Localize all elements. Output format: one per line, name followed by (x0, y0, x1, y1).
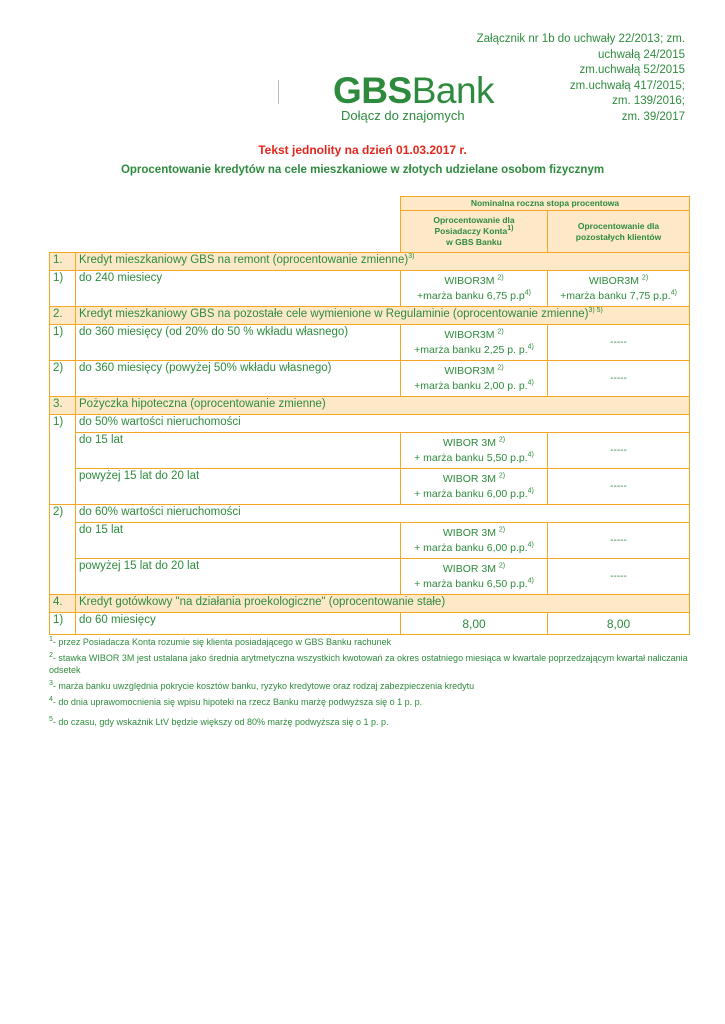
footnote-ref: 4) (527, 379, 534, 386)
table-row (50, 469, 690, 505)
rate-base: WIBOR 3M (442, 436, 496, 449)
header-text: Oprocentowanie dla (433, 215, 515, 225)
footnote-ref: 4) (527, 343, 534, 350)
header-spacer (50, 211, 401, 253)
section-title (76, 397, 690, 415)
rate-account-holders (401, 361, 548, 397)
header-account-holders (401, 211, 548, 253)
row-number-empty (50, 469, 76, 505)
footnote (49, 652, 689, 676)
footnote-ref: 3) (408, 253, 415, 261)
footnote-marker: 5 (49, 716, 53, 723)
row-number: 1) (50, 325, 76, 361)
footnote-ref: 3) 5) (588, 307, 603, 315)
header-text: Oprocentowanie dla (577, 220, 660, 231)
rate-account-holders (401, 559, 548, 595)
header-other-clients (548, 211, 690, 253)
group-label: do 60% wartości nieruchomości (76, 505, 690, 523)
rate-account-holders (401, 271, 548, 307)
section-number: 3. (50, 397, 76, 415)
rate-account-holders (401, 523, 548, 559)
footnote-ref: 4) (527, 487, 534, 494)
footnote-ref: 2) (497, 328, 504, 335)
section-label: Kredyt mieszkaniowy GBS na pozostałe cele wymienione w Regulaminie (oprocentowanie zmienne) (79, 308, 589, 320)
footnotes (49, 636, 689, 732)
footnote-ref: 2) (498, 562, 506, 569)
footnote (49, 680, 689, 692)
rate-other-clients: ----- (548, 325, 690, 361)
table-row (50, 595, 690, 613)
row-label: powyżej 15 lat do 20 lat (76, 469, 401, 505)
table-row (50, 613, 690, 635)
footnote-ref: 4) (670, 289, 677, 296)
section-title (76, 253, 690, 271)
footnote (49, 716, 689, 728)
footnote-ref: 2) (497, 364, 504, 371)
rate-account-holders (401, 325, 548, 361)
header-text: w GBS Banku (446, 237, 502, 247)
footnote-text: - marża banku uwzględnia pokrycie kosztów banku, ryzyko kredytowe oraz rodzaj zabezpieczenia kredytu (52, 681, 475, 691)
footnote-ref: 2) (497, 274, 504, 281)
table-row (50, 307, 690, 325)
section-title (76, 595, 690, 613)
annex-line: uchwałą 24/2015 (598, 48, 685, 61)
row-number: 1) (50, 271, 76, 307)
rate-margin: +marża banku 2,00 p. p. (414, 379, 528, 392)
rate-base: WIBOR 3M (442, 526, 496, 539)
rate-margin: + marża banku 6,00 p.p. (414, 487, 528, 500)
footnote-text: - do czasu, gdy wskaźnik LtV będzie większy od 80% marżę podwyższa się o 1 p. p. (52, 717, 389, 727)
rate-account-holders: 8,00 (401, 613, 548, 635)
rate-base: WIBOR 3M (442, 562, 496, 575)
row-number: 1) (50, 613, 76, 635)
rate-base: WIBOR3M (444, 328, 495, 341)
header-spacer (50, 197, 401, 211)
table-row (50, 325, 690, 361)
row-label: do 15 lat (76, 433, 401, 469)
table-row (50, 415, 690, 433)
table-row (50, 559, 690, 595)
table-row (50, 253, 690, 271)
footnote-ref: 4) (527, 451, 534, 458)
section-label: Pożyczka hipoteczna (oprocentowanie zmienne) (79, 398, 326, 410)
section-number: 4. (50, 595, 76, 613)
rate-other-clients: 8,00 (548, 613, 690, 635)
row-label: powyżej 15 lat do 20 lat (76, 559, 401, 595)
table-row (50, 271, 690, 307)
annex-line: zm. 139/2016; (612, 95, 685, 107)
footnote-marker: 2 (49, 652, 53, 659)
rate-other-clients (548, 271, 690, 307)
row-number-empty (50, 523, 76, 559)
rate-base: WIBOR3M (588, 274, 639, 287)
rate-other-clients: ----- (548, 523, 690, 559)
footnote-marker: 3 (49, 680, 53, 687)
section-label: Kredyt mieszkaniowy GBS na remont (oprocentowanie zmienne) (79, 254, 409, 266)
table-row (50, 433, 690, 469)
header-text: pozostałych klientów (575, 231, 662, 242)
row-label: do 15 lat (76, 523, 401, 559)
footnote-text: - do dnia uprawomocnienia się wpisu hipoteki na rzecz Banku marżę podwyższa się o 1 p. p. (52, 697, 423, 707)
footnote (49, 636, 689, 648)
row-label: do 240 miesiecy (76, 271, 401, 307)
table-row (50, 361, 690, 397)
footnote-ref: 2) (498, 436, 506, 443)
header-text: Posiadaczy Konta (434, 226, 508, 236)
group-label: do 50% wartości nieruchomości (76, 415, 690, 433)
row-label: do 360 miesięcy (od 20% do 50 % wkładu własnego) (76, 325, 401, 361)
logo-divider (278, 80, 279, 104)
row-label: do 60 miesięcy (76, 613, 401, 635)
logo-gbs: GBS (333, 70, 412, 111)
annex-line: Załącznik nr 1b do uchwały 22/2013; zm. (476, 33, 685, 45)
footnote (49, 696, 689, 708)
table-row (50, 397, 690, 415)
rate-margin: +marża banku 6,75 p.p (417, 289, 525, 302)
row-number: 2) (50, 505, 76, 523)
footnote-ref: 4) (527, 577, 534, 584)
rate-margin: + marża banku 5,50 p.p. (414, 451, 528, 464)
rate-base: WIBOR3M (444, 274, 495, 287)
footnote-text: - stawka WIBOR 3M jest ustalana jako średnia arytmetyczna wszystkich kwotowań za okres ostatniego miesiąca w kwartale poprzedzającym kwartał naliczania odsetek (49, 653, 688, 675)
rate-margin: + marża banku 6,50 p.p. (414, 577, 528, 590)
annex-line: zm. 39/2017 (621, 110, 685, 123)
footnote-ref: 2) (641, 274, 649, 281)
logo-wordmark (333, 70, 495, 111)
row-number-empty (50, 433, 76, 469)
rate-other-clients: ----- (548, 469, 690, 505)
footnote-ref: 2) (498, 472, 506, 479)
rate-margin: +marża banku 7,75 p.p. (560, 289, 671, 302)
table-row (50, 505, 690, 523)
footnote-ref: 1) (507, 225, 514, 233)
row-number: 1) (50, 415, 76, 433)
rate-base: WIBOR 3M (442, 472, 496, 485)
rate-other-clients: ----- (548, 559, 690, 595)
section-title (76, 307, 690, 325)
footnote-marker: 4 (49, 696, 53, 703)
rate-base: WIBOR3M (444, 364, 495, 377)
section-number: 2. (50, 307, 76, 325)
rate-account-holders (401, 433, 548, 469)
rate-other-clients: ----- (548, 433, 690, 469)
gbs-bank-logo (333, 70, 495, 132)
interest-rate-table (49, 196, 690, 635)
logo-tagline: Dołącz do znajomych (341, 108, 465, 123)
row-number: 2) (50, 361, 76, 397)
row-number-empty (50, 559, 76, 595)
footnote-ref: 4) (527, 541, 534, 548)
section-label: Kredyt gotówkowy "na działania proekologiczne" (oprocentowanie stałe) (79, 596, 446, 608)
annex-line: zm.uchwałą 417/2015; (569, 79, 685, 92)
rate-account-holders (401, 469, 548, 505)
section-number: 1. (50, 253, 76, 271)
rate-other-clients: ----- (548, 361, 690, 397)
annex-line: zm.uchwałą 52/2015 (579, 64, 685, 76)
footnote-ref: 4) (524, 289, 531, 296)
document-subtitle: Oprocentowanie kredytów na cele mieszkaniowe w złotych udzielane osobom fizycznym (120, 164, 605, 176)
footnote-marker: 1 (49, 636, 53, 643)
annex-reference (477, 32, 685, 125)
row-label: do 360 miesięcy (powyżej 50% wkładu własnego) (76, 361, 401, 397)
logo-bank: Bank (411, 70, 495, 111)
footnote-text: - przez Posiadacza Konta rozumie się klienta posiadającego w GBS Banku rachunek (52, 637, 392, 647)
rate-margin: +marża banku 2,25 p. p. (414, 343, 528, 356)
document-title: Tekst jednolity na dzień 01.03.2017 r. (258, 143, 467, 157)
rate-margin: + marża banku 6,00 p.p. (414, 541, 528, 554)
header-main: Nominalna roczna stopa procentowa (401, 197, 690, 211)
footnote-ref: 2) (498, 526, 506, 533)
table-row (50, 523, 690, 559)
